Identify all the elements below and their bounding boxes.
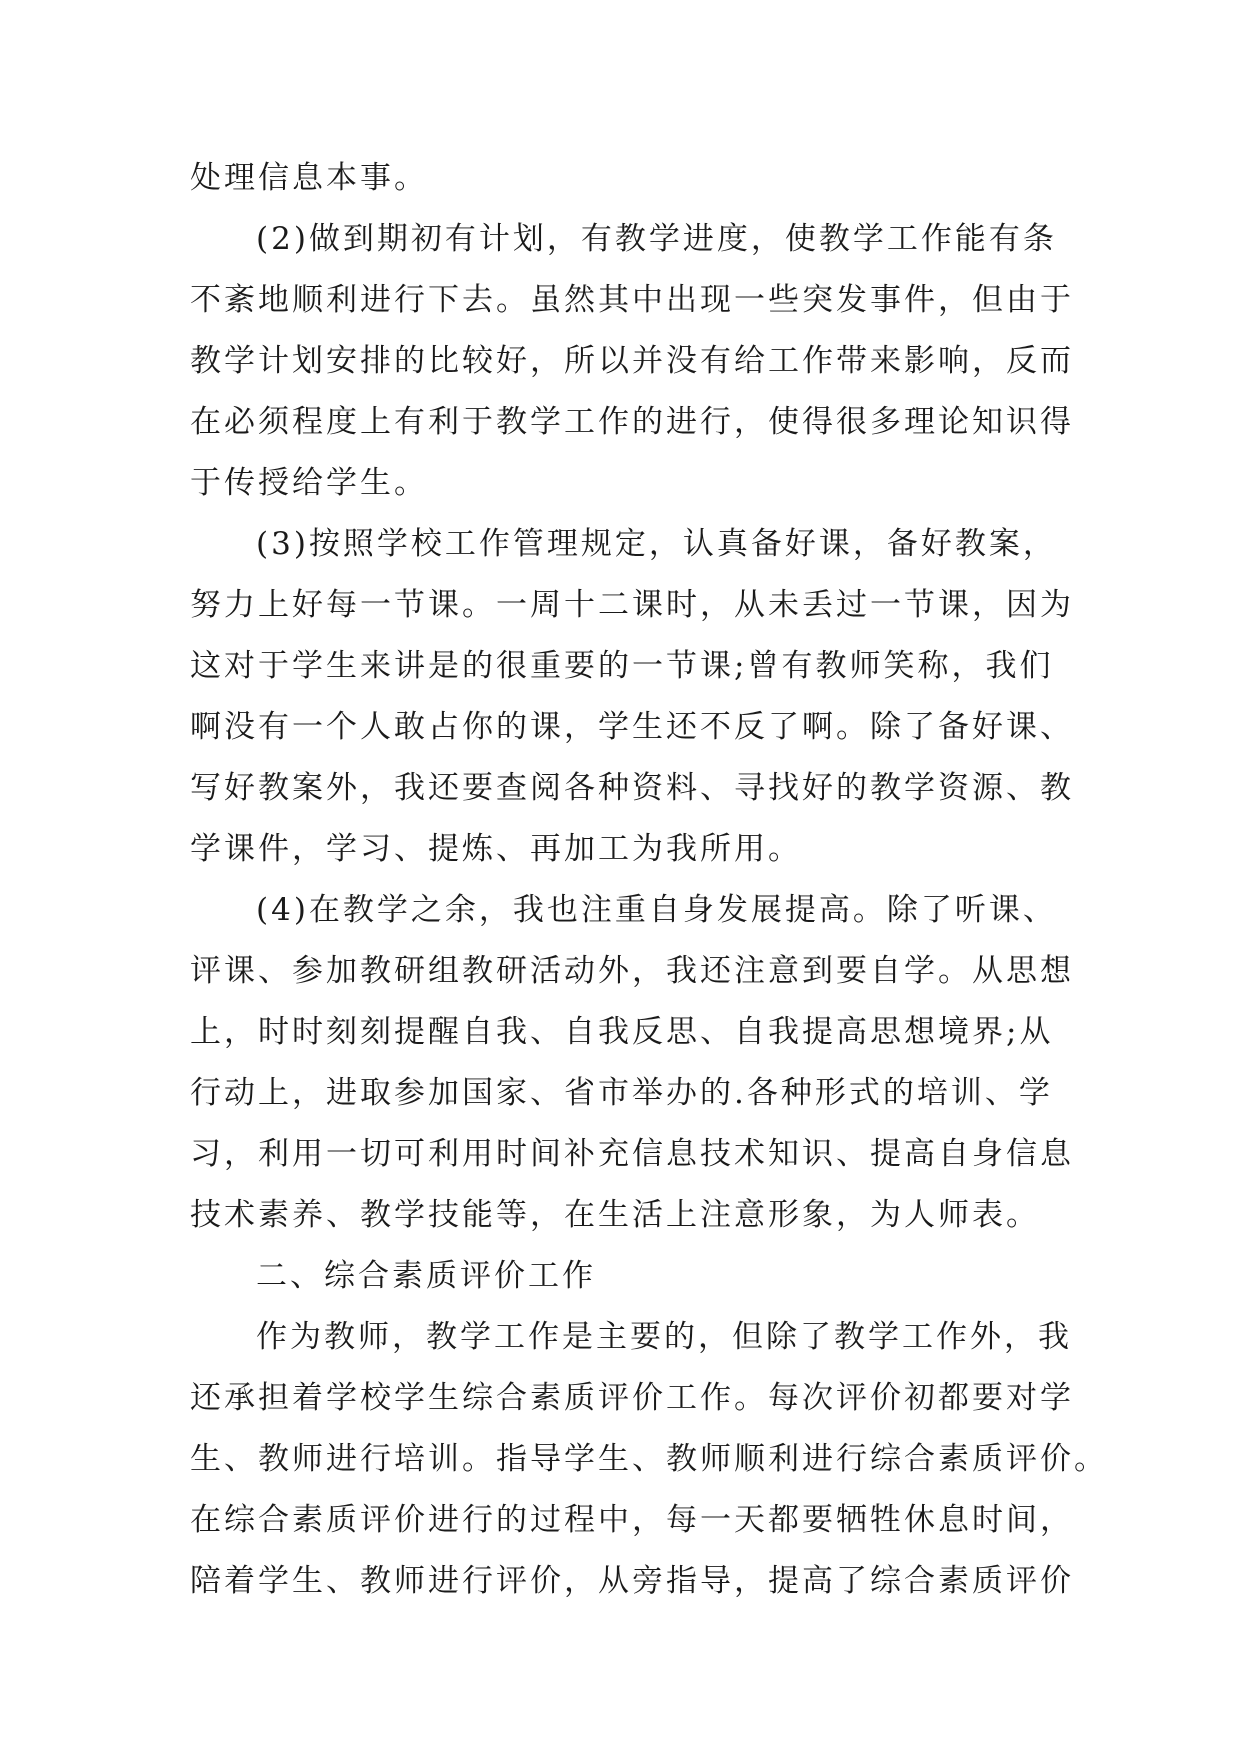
text-line: 在必须程度上有利于教学工作的进行，使得很多理论知识得 (190, 404, 1074, 440)
text-line: 不紊地顺利进行下去。虽然其中出现一些突发事件，但由于 (190, 282, 1074, 318)
text-line: 努力上好每一节课。一周十二课时，从未丢过一节课，因为 (190, 587, 1074, 623)
text-line: 处理信息本事。 (190, 160, 428, 196)
text-line: 上，时时刻刻提醒自我、自我反思、自我提高思想境界;从 (190, 1014, 1054, 1050)
text-line: (3)按照学校工作管理规定，认真备好课，备好教案， (256, 526, 1057, 562)
text-line: 陪着学生、教师进行评价，从旁指导，提高了综合素质评价 (190, 1563, 1074, 1599)
text-line: 教学计划安排的比较好，所以并没有给工作带来影响，反而 (190, 343, 1074, 379)
text-line: 啊没有一个人敢占你的课，学生还不反了啊。除了备好课、 (190, 709, 1074, 745)
text-line: (4)在教学之余，我也注重自身发展提高。除了听课、 (256, 892, 1057, 928)
text-line: 技术素养、教学技能等，在生活上注意形象，为人师表。 (190, 1197, 1040, 1233)
text-line: 作为教师，教学工作是主要的，但除了教学工作外，我 (256, 1319, 1072, 1355)
text-line: 于传授给学生。 (190, 465, 428, 501)
text-line: 生、教师进行培训。指导学生、教师顺利进行综合素质评价。 (190, 1441, 1108, 1477)
text-line: 习，利用一切可利用时间补充信息技术知识、提高自身信息 (190, 1136, 1074, 1172)
text-line: (2)做到期初有计划，有教学进度，使教学工作能有条 (256, 221, 1057, 257)
text-line: 在综合素质评价进行的过程中，每一天都要牺牲休息时间， (190, 1502, 1074, 1538)
document-body (190, 148, 1108, 1612)
text-line: 写好教案外，我还要查阅各种资料、寻找好的教学资源、教 (190, 770, 1074, 806)
text-line: 这对于学生来讲是的很重要的一节课;曾有教师笑称，我们 (190, 648, 1054, 684)
text-line: 行动上，进取参加国家、省市举办的.各种形式的培训、学 (190, 1075, 1053, 1111)
text-line: 评课、参加教研组教研活动外，我还注意到要自学。从思想 (190, 953, 1074, 989)
text-line: 学课件，学习、提炼、再加工为我所用。 (190, 831, 802, 867)
text-line: 还承担着学校学生综合素质评价工作。每次评价初都要对学 (190, 1380, 1074, 1416)
section-heading: 二、综合素质评价工作 (256, 1258, 596, 1294)
